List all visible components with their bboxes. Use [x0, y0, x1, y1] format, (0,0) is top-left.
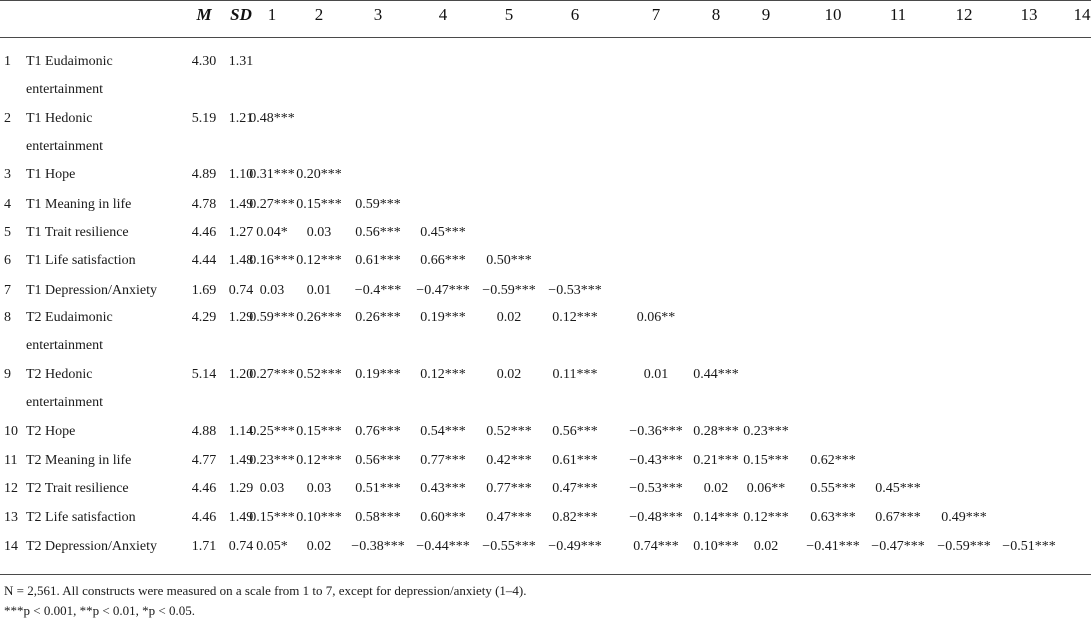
row-label: [26, 219, 186, 247]
row-label-line: T2 Life satisfaction: [26, 510, 136, 525]
correlation-cell: 0.27***: [249, 367, 295, 382]
header-col-2: 2: [314, 5, 324, 24]
row-label-line: T2 Trait resilience: [26, 481, 129, 496]
row-label: [26, 191, 186, 219]
row-label: [26, 105, 186, 161]
header-sd: SD: [230, 5, 252, 24]
header-col-9: 9: [761, 5, 771, 24]
correlation-cell: 0.31***: [249, 167, 295, 182]
correlation-cell: −0.44***: [416, 539, 470, 554]
header-col-13: 13: [1020, 5, 1038, 24]
correlation-cell: 0.12***: [296, 453, 342, 468]
row-number: 12: [4, 481, 18, 496]
correlation-cell: 0.16***: [249, 253, 295, 268]
correlation-cell: 0.43***: [420, 481, 466, 496]
row-mean: 4.88: [191, 424, 217, 439]
correlation-cell: 0.20***: [296, 167, 342, 182]
correlation-cell: 0.26***: [355, 310, 401, 325]
row-mean: 4.46: [191, 225, 217, 240]
correlation-cell: 0.77***: [486, 481, 532, 496]
header-col-3: 3: [373, 5, 383, 24]
row-label-line: entertainment: [26, 338, 103, 353]
correlation-cell: 0.03: [259, 283, 285, 298]
correlation-cell: 0.58***: [355, 510, 401, 525]
correlation-cell: −0.38***: [351, 539, 405, 554]
correlation-cell: 0.04*: [256, 225, 288, 240]
table-row: [0, 361, 1091, 417]
footnote-sample-note: N = 2,561. All constructs were measured on a scale from 1 to 7, except for depression/anxiety (1–4).: [4, 583, 527, 598]
row-label: [26, 504, 186, 532]
correlation-cell: −0.55***: [482, 539, 536, 554]
header-col-10: 10: [824, 5, 842, 24]
correlation-cell: 0.49***: [941, 510, 987, 525]
correlation-cell: 0.19***: [355, 367, 401, 382]
correlation-cell: −0.4***: [354, 283, 402, 298]
correlation-cell: 0.60***: [420, 510, 466, 525]
correlation-cell: 0.06**: [636, 310, 676, 325]
row-sd: 1.14: [228, 424, 254, 439]
correlation-cell: 0.51***: [355, 481, 401, 496]
row-number: 7: [4, 283, 11, 298]
correlation-cell: 0.50***: [486, 253, 532, 268]
footnote-significance: ***p < 0.001, **p < 0.01, *p < 0.05.: [4, 603, 195, 618]
row-number: 3: [4, 167, 11, 182]
row-label: [26, 361, 186, 417]
table-header-rule: [0, 37, 1091, 38]
row-sd: 1.31: [228, 54, 254, 69]
correlation-cell: 0.42***: [486, 453, 532, 468]
table-row: [0, 219, 1091, 247]
row-label-line: T1 Trait resilience: [26, 225, 129, 240]
row-label: [26, 475, 186, 503]
correlation-cell: 0.56***: [355, 225, 401, 240]
header-col-7: 7: [651, 5, 661, 24]
header-col-11: 11: [889, 5, 907, 24]
table-row: [0, 161, 1091, 189]
table-row: [0, 418, 1091, 446]
table-row: [0, 504, 1091, 532]
correlation-cell: 0.19***: [420, 310, 466, 325]
correlation-cell: 0.01: [306, 283, 332, 298]
correlation-cell: 0.10***: [693, 539, 739, 554]
correlation-cell: 0.12***: [420, 367, 466, 382]
row-label-line: entertainment: [26, 82, 103, 97]
correlation-cell: 0.03: [306, 225, 332, 240]
correlation-cell: 0.23***: [743, 424, 789, 439]
correlation-cell: 0.56***: [552, 424, 598, 439]
row-number: 8: [4, 310, 11, 325]
row-number: 9: [4, 367, 11, 382]
row-label: [26, 533, 186, 561]
row-label: [26, 161, 186, 189]
row-mean: 4.46: [191, 510, 217, 525]
table-row: [0, 105, 1091, 161]
correlation-cell: 0.61***: [552, 453, 598, 468]
row-mean: 5.19: [191, 111, 217, 126]
correlation-cell: 0.74***: [633, 539, 679, 554]
row-number: 1: [4, 54, 11, 69]
correlation-cell: 0.15***: [743, 453, 789, 468]
row-sd: 1.49: [228, 510, 254, 525]
row-sd: 1.49: [228, 453, 254, 468]
row-sd: 1.29: [228, 310, 254, 325]
correlation-cell: 0.48***: [249, 111, 295, 126]
row-label: [26, 447, 186, 475]
correlation-cell: 0.02: [306, 539, 332, 554]
correlation-cell: 0.03: [306, 481, 332, 496]
row-sd: 0.74: [228, 539, 254, 554]
row-label-line: T1 Hedonic: [26, 111, 93, 126]
row-number: 10: [4, 424, 18, 439]
row-label: [26, 247, 186, 275]
row-sd: 1.20: [228, 367, 254, 382]
row-mean: 5.14: [191, 367, 217, 382]
correlation-cell: −0.53***: [629, 481, 683, 496]
row-mean: 4.29: [191, 310, 217, 325]
correlation-cell: −0.59***: [937, 539, 991, 554]
row-mean: 1.69: [191, 283, 217, 298]
header-mean: M: [196, 5, 212, 24]
correlation-cell: 0.25***: [249, 424, 295, 439]
row-label-line: T2 Eudaimonic: [26, 310, 113, 325]
correlation-cell: −0.47***: [416, 283, 470, 298]
correlation-cell: 0.77***: [420, 453, 466, 468]
correlation-cell: 0.56***: [355, 453, 401, 468]
correlation-cell: 0.82***: [552, 510, 598, 525]
correlation-cell: 0.44***: [693, 367, 739, 382]
correlation-cell: 0.61***: [355, 253, 401, 268]
table-row: [0, 533, 1091, 561]
correlation-cell: 0.01: [643, 367, 669, 382]
row-label-line: T1 Hope: [26, 167, 76, 182]
row-mean: 4.77: [191, 453, 217, 468]
row-sd: 1.21: [228, 111, 254, 126]
header-col-12: 12: [955, 5, 973, 24]
correlation-cell: −0.59***: [482, 283, 536, 298]
correlation-cell: 0.12***: [552, 310, 598, 325]
row-number: 4: [4, 197, 11, 212]
row-label: [26, 277, 186, 305]
row-number: 11: [4, 453, 18, 468]
correlation-cell: 0.26***: [296, 310, 342, 325]
table-bottom-rule: [0, 574, 1091, 575]
row-label-line: T1 Meaning in life: [26, 197, 132, 212]
correlation-cell: 0.15***: [296, 197, 342, 212]
row-label-line: T2 Meaning in life: [26, 453, 132, 468]
correlation-cell: 0.06**: [746, 481, 786, 496]
correlation-cell: 0.45***: [875, 481, 921, 496]
row-mean: 4.78: [191, 197, 217, 212]
row-label-line: T1 Eudaimonic: [26, 54, 113, 69]
row-sd: 1.27: [228, 225, 254, 240]
row-mean: 4.30: [191, 54, 217, 69]
row-mean: 4.44: [191, 253, 217, 268]
correlation-cell: 0.47***: [552, 481, 598, 496]
correlation-cell: 0.62***: [810, 453, 856, 468]
correlation-cell: 0.05*: [256, 539, 288, 554]
correlation-cell: 0.12***: [743, 510, 789, 525]
correlation-cell: 0.15***: [249, 510, 295, 525]
table-row: [0, 48, 1091, 104]
table-row: [0, 247, 1091, 275]
table-row: [0, 475, 1091, 503]
correlation-cell: 0.66***: [420, 253, 466, 268]
correlation-cell: 0.52***: [296, 367, 342, 382]
correlation-cell: 0.21***: [693, 453, 739, 468]
row-number: 5: [4, 225, 11, 240]
correlation-cell: 0.27***: [249, 197, 295, 212]
row-number: 13: [4, 510, 18, 525]
row-label-line: T1 Depression/Anxiety: [26, 283, 158, 298]
correlation-cell: −0.53***: [548, 283, 602, 298]
correlation-cell: 0.02: [496, 310, 522, 325]
row-label: [26, 418, 186, 446]
header-col-14: 14: [1073, 5, 1091, 24]
row-label-line: entertainment: [26, 139, 103, 154]
correlation-cell: 0.47***: [486, 510, 532, 525]
correlation-cell: 0.02: [753, 539, 779, 554]
row-sd: 1.48: [228, 253, 254, 268]
header-col-5: 5: [504, 5, 514, 24]
row-mean: 4.46: [191, 481, 217, 496]
row-label: [26, 304, 186, 360]
correlation-cell: −0.47***: [871, 539, 925, 554]
row-number: 14: [4, 539, 18, 554]
row-label: [26, 48, 186, 104]
correlation-cell: −0.51***: [1002, 539, 1056, 554]
correlation-cell: 0.59***: [355, 197, 401, 212]
table-row: [0, 447, 1091, 475]
table-top-rule: [0, 0, 1091, 1]
correlation-cell: 0.28***: [693, 424, 739, 439]
correlation-cell: 0.54***: [420, 424, 466, 439]
header-col-1: 1: [267, 5, 277, 24]
correlation-cell: −0.36***: [629, 424, 683, 439]
row-sd: 1.49: [228, 197, 254, 212]
row-sd: 1.29: [228, 481, 254, 496]
correlation-cell: 0.15***: [296, 424, 342, 439]
header-col-6: 6: [570, 5, 580, 24]
correlation-cell: 0.14***: [693, 510, 739, 525]
correlation-cell: 0.23***: [249, 453, 295, 468]
row-mean: 1.71: [191, 539, 217, 554]
row-number: 2: [4, 111, 11, 126]
correlation-cell: −0.43***: [629, 453, 683, 468]
correlation-cell: −0.49***: [548, 539, 602, 554]
row-label-line: T2 Depression/Anxiety: [26, 539, 158, 554]
header-col-8: 8: [711, 5, 721, 24]
correlation-cell: 0.02: [496, 367, 522, 382]
correlation-cell: 0.10***: [296, 510, 342, 525]
row-label-line: T1 Life satisfaction: [26, 253, 136, 268]
correlation-cell: −0.41***: [806, 539, 860, 554]
correlation-cell: 0.03: [259, 481, 285, 496]
header-col-4: 4: [438, 5, 448, 24]
correlation-cell: 0.11***: [552, 367, 598, 382]
correlation-cell: 0.45***: [420, 225, 466, 240]
row-number: 6: [4, 253, 11, 268]
correlation-cell: 0.55***: [810, 481, 856, 496]
correlation-cell: 0.52***: [486, 424, 532, 439]
correlation-cell: 0.12***: [296, 253, 342, 268]
table-row: [0, 191, 1091, 219]
row-label-line: T2 Hope: [26, 424, 76, 439]
correlation-cell: 0.76***: [355, 424, 401, 439]
correlation-cell: 0.02: [703, 481, 729, 496]
correlation-cell: 0.67***: [875, 510, 921, 525]
correlation-cell: −0.48***: [629, 510, 683, 525]
row-sd: 1.10: [228, 167, 254, 182]
correlation-cell: 0.63***: [810, 510, 856, 525]
correlation-cell: 0.59***: [249, 310, 295, 325]
row-label-line: entertainment: [26, 395, 103, 410]
row-mean: 4.89: [191, 167, 217, 182]
table-row: [0, 304, 1091, 360]
row-label-line: T2 Hedonic: [26, 367, 93, 382]
table-row: [0, 277, 1091, 305]
row-sd: 0.74: [228, 283, 254, 298]
